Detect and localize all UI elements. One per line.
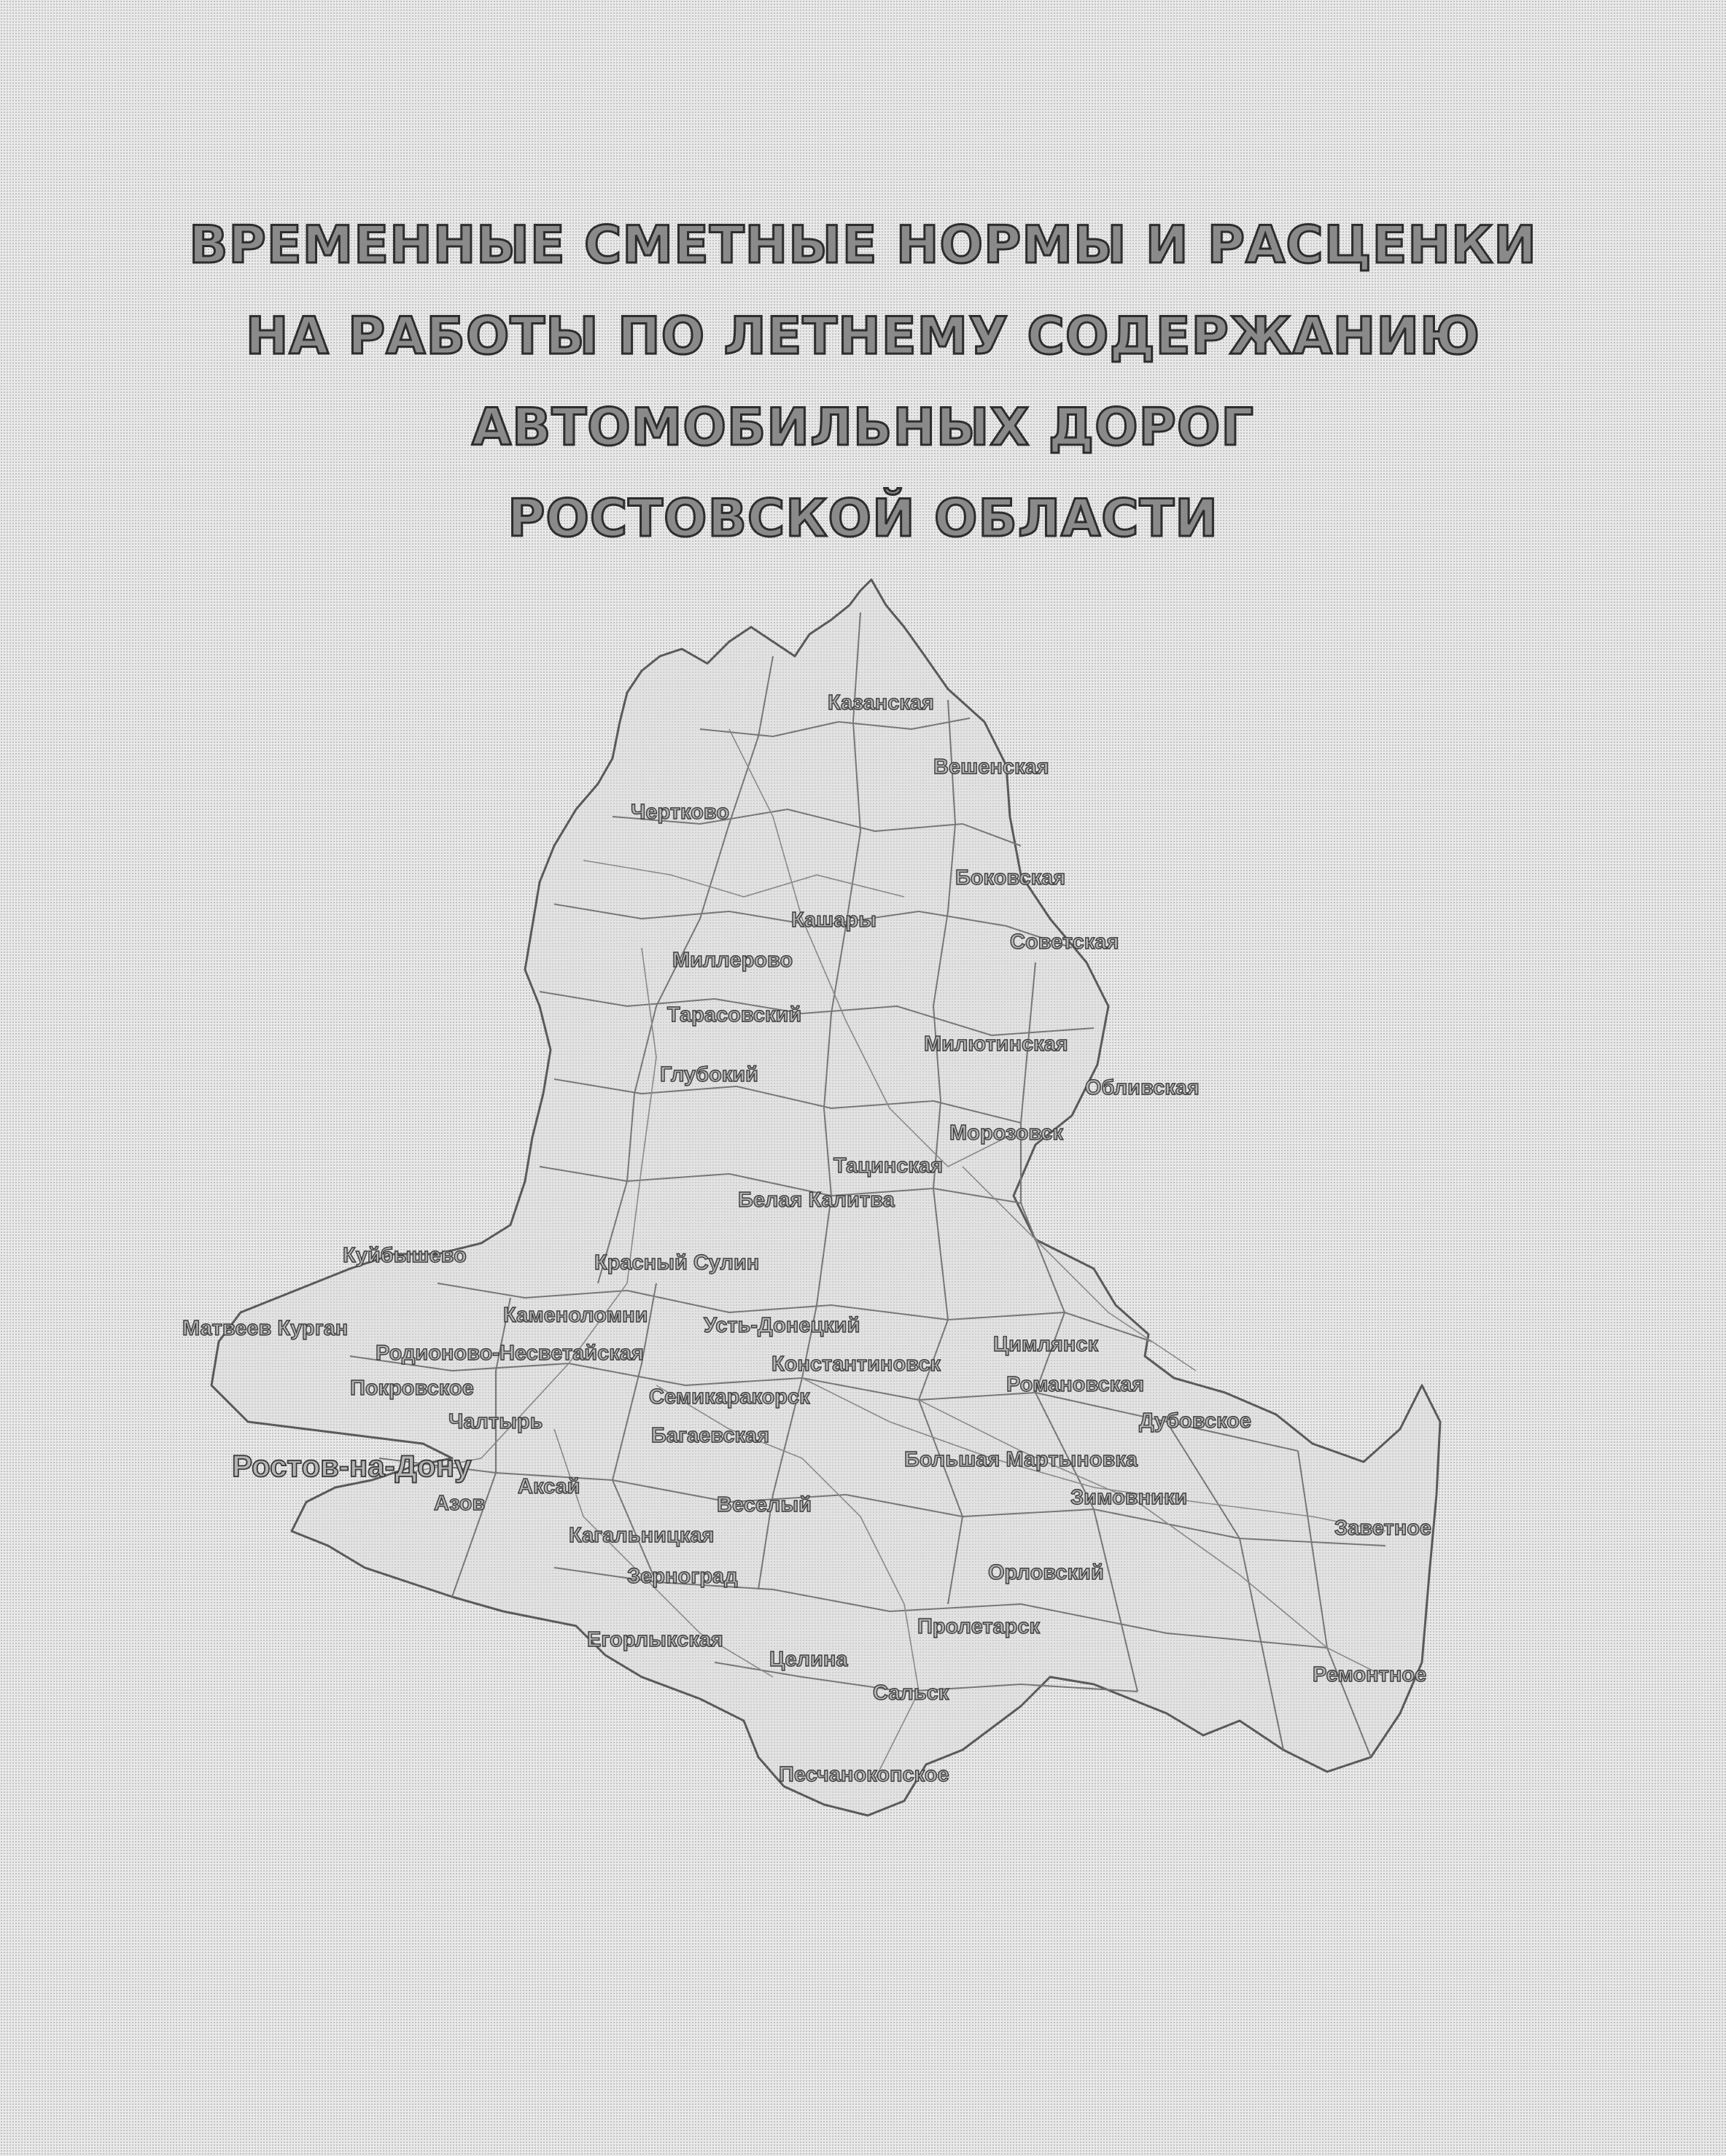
town-zimovniki: Зимовники — [1070, 1486, 1188, 1509]
town-semikarakorsk: Семикаракорск — [649, 1385, 810, 1409]
town-kamenolomni: Каменоломни — [503, 1304, 648, 1327]
town-bolshaya-martynovka: Большая Мартыновка — [904, 1448, 1138, 1471]
town-glubokiy: Глубокий — [660, 1063, 758, 1086]
town-kuybyshevo: Куйбышево — [343, 1244, 467, 1267]
town-kazanskaya: Казанская — [828, 691, 934, 715]
town-peschanokopskoe: Песчанокопское — [779, 1763, 949, 1786]
town-romanovskaya: Романовская — [1006, 1373, 1145, 1396]
title-line-1: ВРЕМЕННЫЕ СМЕТНЫЕ НОРМЫ И РАСЦЕНКИ — [189, 215, 1537, 275]
town-zavetnoe: Заветное — [1334, 1517, 1432, 1540]
town-chertkovo: Чертково — [631, 801, 730, 824]
title-line-4: РОСТОВСКОЙ ОБЛАСТИ — [508, 489, 1218, 548]
town-matveev-kurgan: Матвеев Курган — [182, 1317, 349, 1340]
town-kagalnitskaya: Кагальницкая — [569, 1524, 715, 1547]
town-bagaevskaya: Багаевская — [651, 1424, 770, 1447]
town-bokovskaya: Боковская — [955, 866, 1066, 890]
town-vesely: Веселый — [717, 1493, 812, 1517]
town-dubovskoe: Дубовское — [1139, 1409, 1251, 1433]
title-line-3: АВТОМОБИЛЬНЫХ ДОРОГ — [471, 397, 1255, 457]
town-krasny-sulin: Красный Сулин — [594, 1251, 760, 1274]
town-orlovsky: Орловский — [988, 1561, 1104, 1584]
title-line-2: НА РАБОТЫ ПО ЛЕТНЕМУ СОДЕРЖАНИЮ — [245, 306, 1481, 366]
town-veshenskaya: Вешенская — [933, 755, 1049, 779]
town-zernograd: Зерноград — [627, 1565, 738, 1588]
town-remontnoe: Ремонтное — [1313, 1663, 1427, 1686]
town-ust-donetsky: Усть-Донецкий — [704, 1314, 860, 1337]
town-salsk: Сальск — [873, 1681, 949, 1705]
town-milyutinskaya: Милютинская — [924, 1032, 1068, 1056]
town-tarasovsky: Тарасовский — [667, 1003, 802, 1027]
town-aksay: Аксай — [518, 1475, 580, 1498]
town-tsimlyansk: Цимлянск — [993, 1333, 1098, 1356]
town-morozovsk: Морозовск — [949, 1121, 1064, 1145]
town-tatsinskaya: Тацинская — [833, 1154, 943, 1178]
town-egorlykskaya: Егорлыкская — [587, 1628, 723, 1651]
town-tselina: Целина — [769, 1648, 848, 1671]
town-proletarsk: Пролетарск — [917, 1615, 1041, 1638]
town-azov: Азов — [434, 1492, 486, 1515]
town-oblivskaya: Обливская — [1085, 1076, 1200, 1100]
town-sovetskaya: Советская — [1010, 930, 1119, 954]
town-belaya-kalitva: Белая Калитва — [738, 1188, 895, 1212]
town-pokrovskoe: Покровское — [350, 1377, 474, 1400]
town-rostov-na-donu: Ростов-на-Дону — [232, 1449, 472, 1483]
town-kashary: Кашары — [791, 908, 876, 932]
town-chaltyr: Чалтырь — [448, 1410, 543, 1433]
town-millerovo: Миллерово — [672, 949, 793, 972]
town-rodionovo: Родионово-Несветайская — [376, 1342, 644, 1365]
town-konstantinovsk: Константиновск — [771, 1353, 941, 1376]
